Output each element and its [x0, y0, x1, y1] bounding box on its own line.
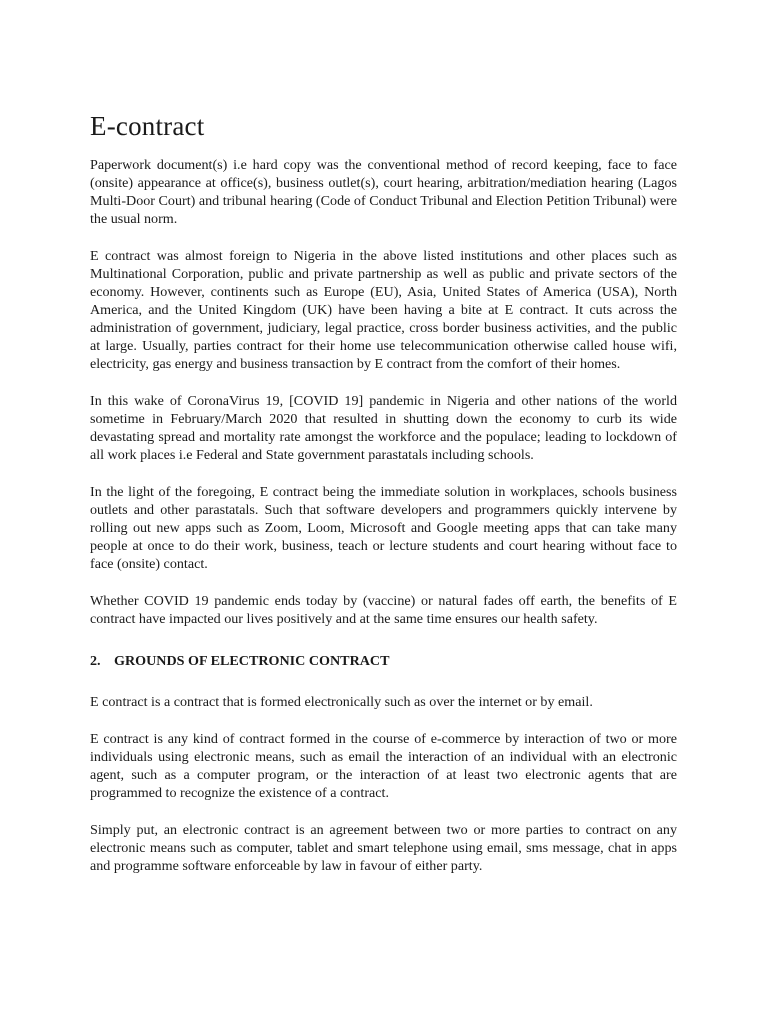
section-heading — [90, 652, 677, 670]
section-title: GROUNDS OF ELECTRONIC CONTRACT — [114, 653, 390, 669]
paragraph-foregoing: In the light of the foregoing, E contract being the immediate solution in workplaces, schools business outlets and other parastatals. Such that software developers and programmers quickly intervene by rolling out new apps such as Zoom, Loom, Microsoft and Google meeting apps that can take many people at once to do their work, business, teach or lecture students and court hearing without face to face (onsite) contact. — [90, 484, 677, 572]
section-number: 2. — [90, 653, 101, 669]
paragraph-benefits: Whether COVID 19 pandemic ends today by (vaccine) or natural fades off earth, the benefits of E contract have impacted our lives positively and at the same time ensures our health safety. — [90, 593, 677, 627]
document-page — [90, 108, 677, 894]
paragraph-paperwork: Paperwork document(s) i.e hard copy was the conventional method of record keeping, face to face (onsite) appearance at office(s), business outlet(s), court hearing, arbitration/mediation hearing (Lagos Multi-Door Court) and tribunal hearing (Code of Conduct Tribunal and Election Petition Tribunal) were the usual norm. — [90, 157, 677, 227]
paragraph-definition: E contract is a contract that is formed electronically such as over the internet or by email. — [90, 694, 593, 710]
paragraph-covid-wake: In this wake of CoronaVirus 19, [COVID 19] pandemic in Nigeria and other nations of the world sometime in February/March 2020 that resulted in shutting down the economy to curb its wide devastating spread and mortality rate amongst the workforce and the populace; leading to lockdown of all work places i.e Federal and State government parastatals including schools. — [90, 393, 677, 463]
paragraph-ecommerce: E contract is any kind of contract formed in the course of e-commerce by interaction of two or more individuals using electronic means, such as email the interaction of an individual with an electronic agent, such as a computer program, or the interaction of at least two electronic agents that are programmed to recognize the existence of a contract. — [90, 731, 677, 801]
paragraph-simply-put: Simply put, an electronic contract is an agreement between two or more parties to contract on any electronic means such as computer, tablet and smart telephone using email, sms message, chat in apps and programme software enforceable by law in favour of either party. — [90, 822, 677, 874]
document-title: E-contract — [90, 111, 205, 141]
paragraph-foreign-to-nigeria: E contract was almost foreign to Nigeria in the above listed institutions and other places such as Multinational Corporation, public and private partnership as well as public and private sectors of the economy. However, continents such as Europe (EU), Asia, United States of America (USA), North America, and the United Kingdom (UK) have been having a bite at E contract. It cuts across the administration of government, judiciary, legal practice, cross border business activities, and the public at large. Usually, parties contract for their home use telecommunication otherwise called house wifi, electricity, gas energy and business transaction by E contract from the comfort of their homes. — [90, 248, 677, 372]
